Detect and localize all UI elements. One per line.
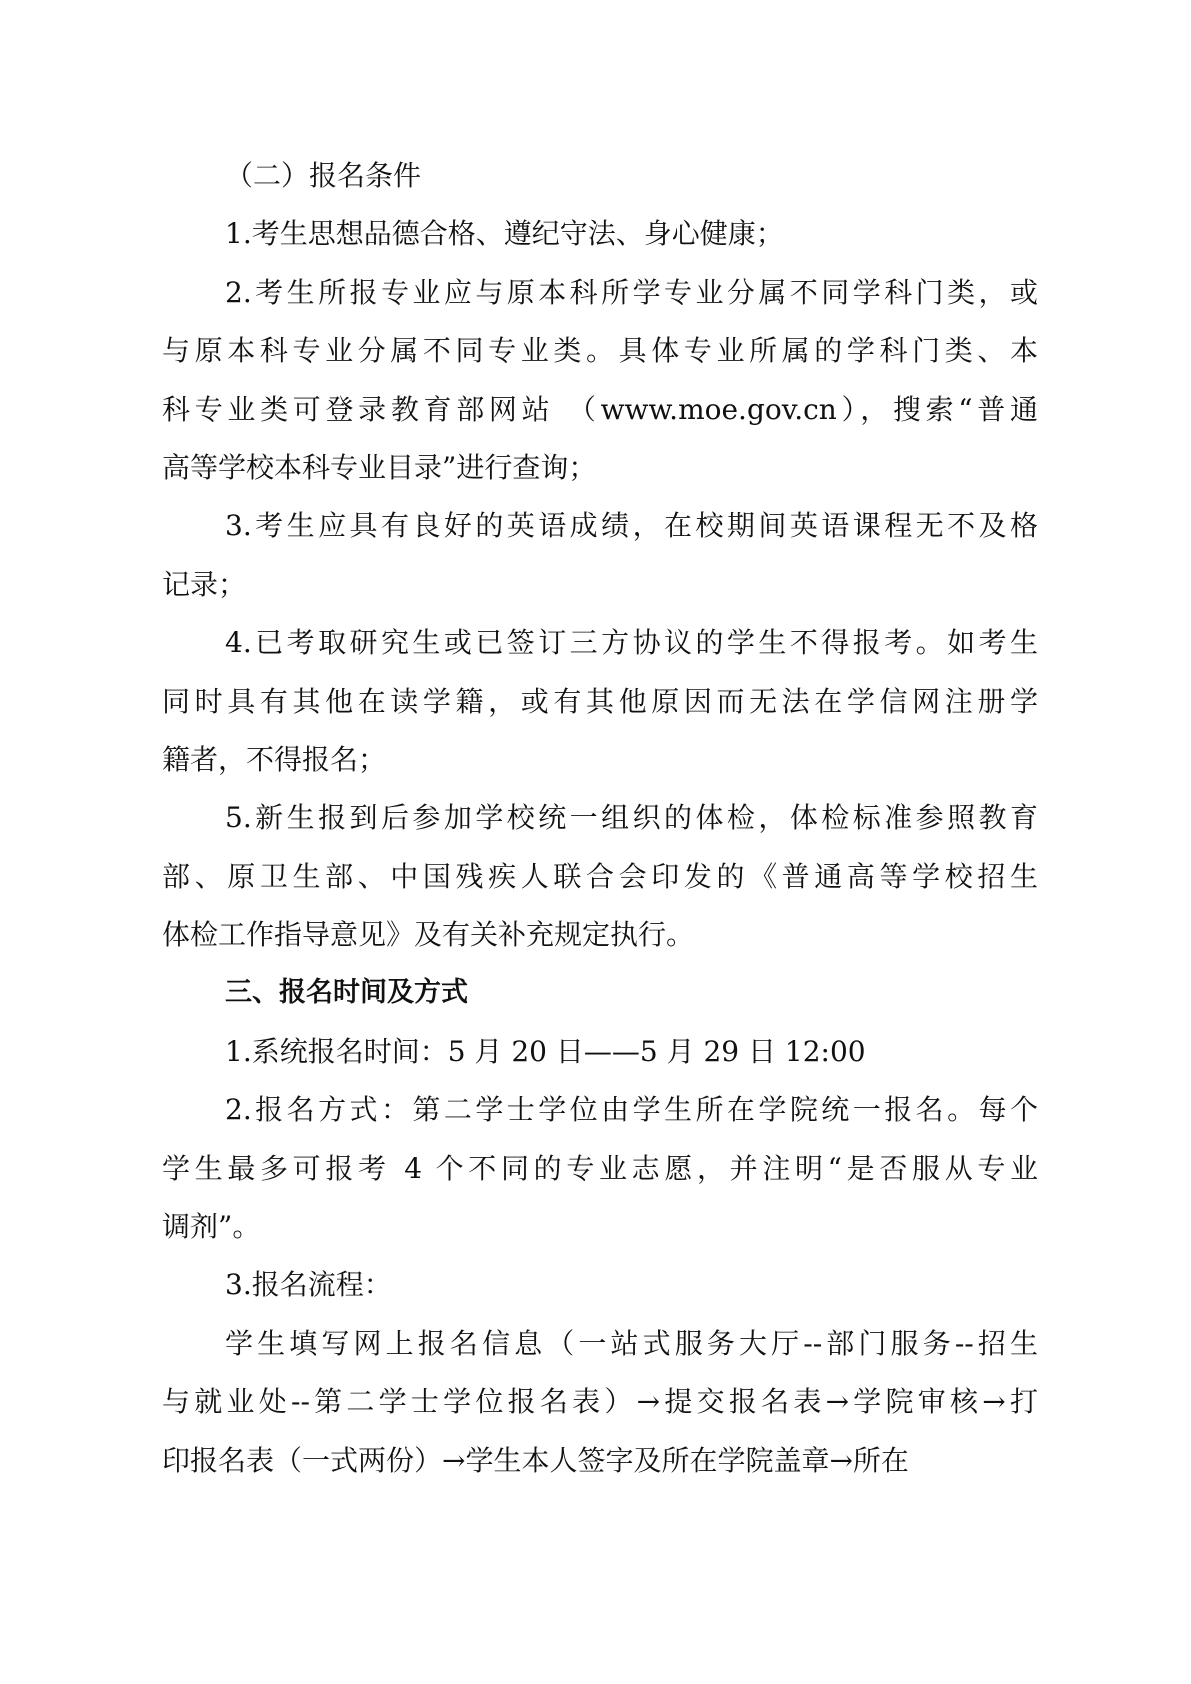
subsection-heading: （二）报名条件 xyxy=(225,159,422,192)
paragraph-line: 部、原卫生部、中国残疾人联合会印发的《普通高等学校招生 xyxy=(162,859,1038,893)
paragraph-line: 科专业类可登录教育部网站 （www.moe.gov.cn），搜索“普通 xyxy=(162,392,1038,426)
section-heading: 三、报名时间及方式 xyxy=(225,977,468,1009)
paragraph-line: 高等学校本科专业目录”进行查询； xyxy=(162,450,597,484)
conditions-list xyxy=(162,205,1038,964)
paragraph-line: 同时具有其他在读学籍，或有其他原因而无法在学信网注册学 xyxy=(162,684,1038,718)
paragraph-line: 学生填写网上报名信息（一站式服务大厅--部门服务--招生 xyxy=(225,1326,1038,1360)
paragraph-line: 5.新生报到后参加学校统一组织的体检，体检标准参照教育 xyxy=(225,801,1038,835)
paragraph-line: 1.考生思想品德合格、遵纪守法、身心健康； xyxy=(225,217,784,251)
paragraph-line: 体检工作指导意见》及有关补充规定执行。 xyxy=(162,918,695,952)
paragraph-line: 印报名表（一式两份）→学生本人签字及所在学院盖章→所在 xyxy=(162,1443,909,1477)
registration-section xyxy=(162,1023,1038,1490)
document-page xyxy=(162,147,1038,1490)
paragraph-line: 籍者，不得报名； xyxy=(162,742,387,776)
paragraph-line: 3.考生应具有良好的英语成绩，在校期间英语课程无不及格 xyxy=(225,509,1038,543)
paragraph-line: 记录； xyxy=(162,567,247,601)
paragraph-line: 与原本科专业分属不同专业类。具体专业所属的学科门类、本 xyxy=(162,334,1038,368)
paragraph-line: 1.系统报名时间：5 月 20 日——5 月 29 日 12:00 xyxy=(225,1034,866,1068)
paragraph-line: 与就业处--第二学士学位报名表）→提交报名表→学院审核→打 xyxy=(162,1385,1038,1419)
paragraph-line: 3.报名流程： xyxy=(225,1268,392,1302)
paragraph-line: 2.报名方式：第二学士学位由学生所在学院统一报名。每个 xyxy=(225,1093,1038,1127)
paragraph-line: 2.考生所报专业应与原本科所学专业分属不同学科门类，或 xyxy=(225,275,1038,309)
paragraph-line: 学生最多可报考 4 个不同的专业志愿，并注明“是否服从专业 xyxy=(162,1151,1038,1185)
paragraph-line: 4.已考取研究生或已签订三方协议的学生不得报考。如考生 xyxy=(225,626,1038,660)
paragraph-line: 调剂”。 xyxy=(162,1210,261,1244)
